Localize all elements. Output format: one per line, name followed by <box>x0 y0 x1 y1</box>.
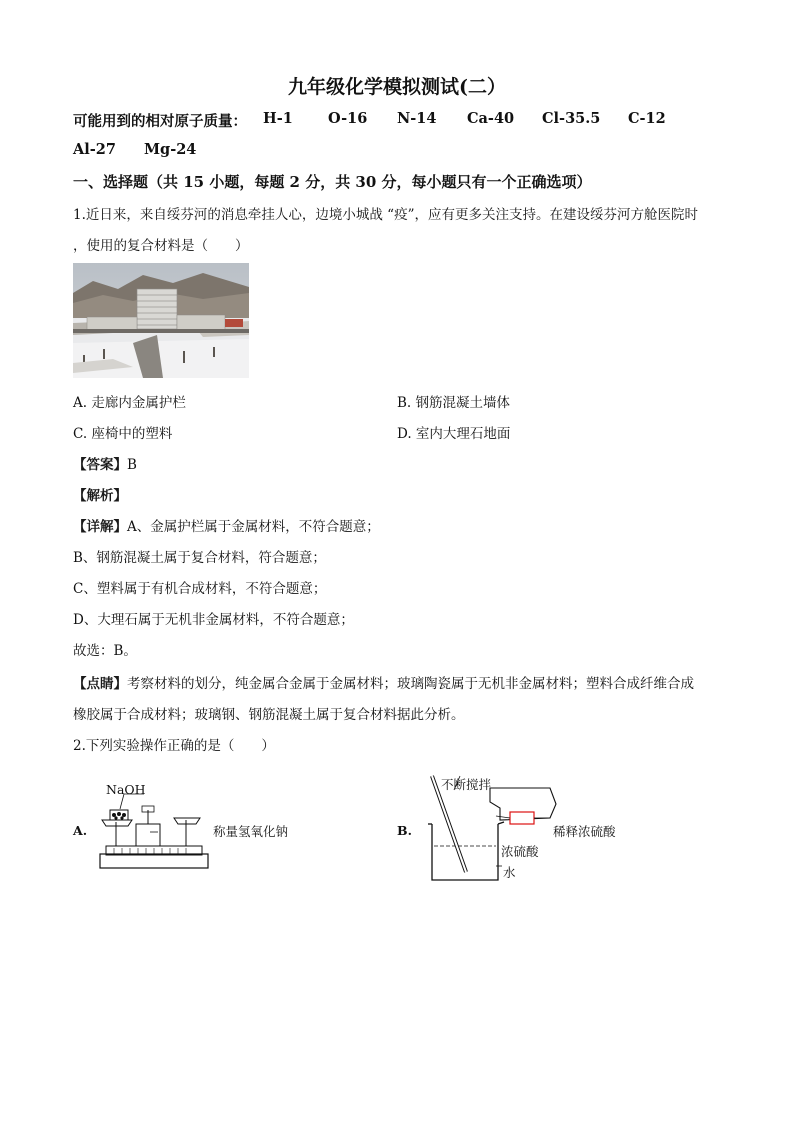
atomic-mass-ca: Ca-40 <box>467 110 515 127</box>
q1-option-a: A. 走廊内金属护栏 <box>73 395 186 411</box>
water-label: 水 <box>503 865 516 880</box>
comment-tag: 【点睛】 <box>73 676 127 692</box>
q1-stem-line2: ，使用的复合材料是（ ） <box>73 238 249 254</box>
answer-tag: 【答案】 <box>73 457 127 473</box>
atomic-mass-cl: Cl-35.5 <box>542 110 601 127</box>
q1-stem-line1: 1.近日来，来自绥芬河的消息牵挂人心，边境小城战 “疫”，应有更多关注支持。在建设绥芬河方舱医院时 <box>73 207 698 223</box>
atomic-mass-n: N-14 <box>397 110 437 127</box>
q2-option-a-caption: 称量氢氧化钠 <box>213 824 289 839</box>
detail-c: C、塑料属于有机合成材料，不符合题意； <box>73 581 327 597</box>
atomic-mass-o: O-16 <box>328 110 368 127</box>
q2-option-b-caption: 稀释浓硫酸 <box>553 824 616 839</box>
q2-option-b-letter: B. <box>397 823 412 838</box>
comment-text-2: 橡胶属于合成材料；玻璃钢、钢筋混凝土属于复合材料据此分析。 <box>73 707 465 723</box>
page-title: 九年级化学模拟测试(二） <box>288 76 506 98</box>
detail-choice: 故选：B。 <box>73 643 137 659</box>
detail-a: A、金属护栏属于金属材料，不符合题意； <box>127 519 380 535</box>
q2-option-a-letter: A. <box>73 823 88 838</box>
detail-b: B、钢筋混凝土属于复合材料，符合题意； <box>73 550 326 566</box>
atomic-mass-label: 可能用到的相对原子质量： <box>73 113 247 130</box>
hospital-photo <box>73 263 249 378</box>
q1-option-b: B. 钢筋混凝土墙体 <box>397 395 511 411</box>
naoh-label: NaOH <box>106 782 146 797</box>
q1-comment-line1 <box>73 672 694 692</box>
stir-label: 不断搅拌 <box>441 777 492 792</box>
analysis-tag: 【解析】 <box>73 488 127 504</box>
q1-option-d: D. 室内大理石地面 <box>397 426 511 442</box>
detail-tag: 【详解】 <box>73 519 127 535</box>
q1-detail-line1 <box>73 515 380 535</box>
acid-label: 浓硫酸 <box>501 844 539 859</box>
atomic-mass-h: H-1 <box>263 110 293 127</box>
atomic-mass-c: C-12 <box>628 110 666 127</box>
comment-text-1: 考察材料的划分，纯金属合金属于金属材料；玻璃陶瓷属于无机非金属材料；塑料合成纤维合成 <box>127 676 694 692</box>
q2-stem: 2.下列实验操作正确的是（ ） <box>73 738 275 754</box>
detail-d: D、大理石属于无机非金属材料，不符合题意； <box>73 612 354 628</box>
q1-answer-line <box>73 453 137 473</box>
section-heading: 一、选择题（共 15 小题，每题 2 分，共 30 分，每小题只有一个正确选项） <box>73 173 592 191</box>
answer-value: B <box>127 457 137 473</box>
atomic-mass-al: Al-27 <box>73 141 116 158</box>
atomic-mass-mg: Mg-24 <box>144 141 197 158</box>
q1-option-c: C. 座椅中的塑料 <box>73 426 173 442</box>
